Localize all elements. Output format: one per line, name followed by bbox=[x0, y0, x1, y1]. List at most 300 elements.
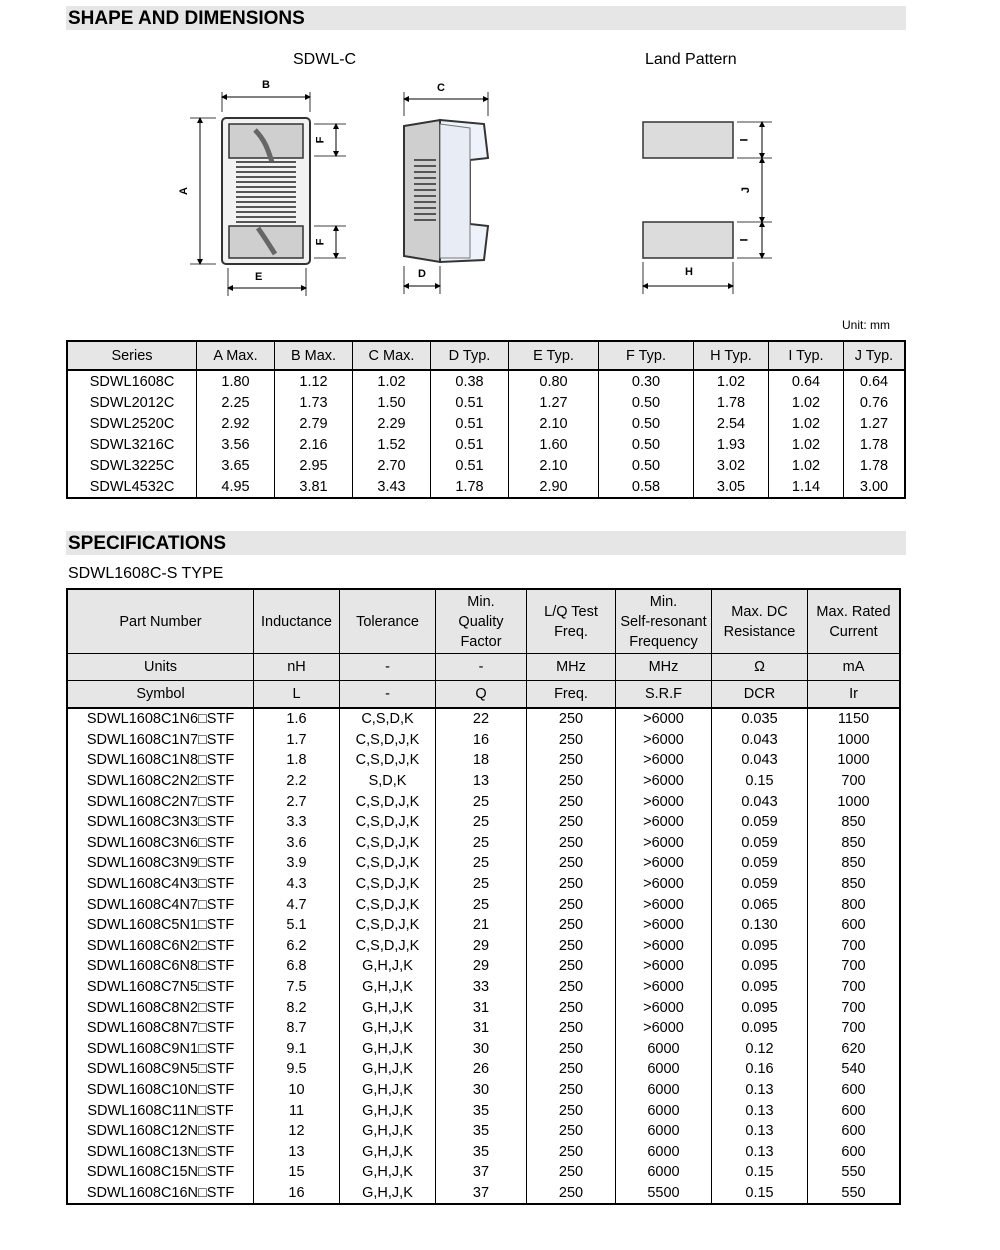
table-row bbox=[67, 1059, 900, 1080]
table-cell: 250 bbox=[527, 1162, 616, 1183]
table-row bbox=[67, 1039, 900, 1060]
table-cell: 0.059 bbox=[712, 812, 808, 833]
table-cell: >6000 bbox=[616, 956, 712, 977]
table-row bbox=[67, 1183, 900, 1205]
table-cell: C,S,D,J,K bbox=[340, 853, 436, 874]
table-cell: 0.50 bbox=[599, 434, 694, 455]
table-cell: SDWL2520C bbox=[67, 413, 197, 434]
table-cell: SDWL1608C8N2□STF bbox=[67, 997, 254, 1018]
table-cell: 0.51 bbox=[431, 434, 509, 455]
table-cell: 0.64 bbox=[769, 370, 844, 392]
table-cell: 250 bbox=[527, 977, 616, 998]
table-cell: 1.52 bbox=[353, 434, 431, 455]
table-cell: 37 bbox=[436, 1183, 527, 1205]
table-cell: 8.2 bbox=[254, 997, 340, 1018]
table-cell: 25 bbox=[436, 874, 527, 895]
table-cell: 6000 bbox=[616, 1059, 712, 1080]
table-cell: 620 bbox=[808, 1039, 901, 1060]
spec-symbol-cell: Symbol bbox=[67, 681, 254, 709]
table-cell: 250 bbox=[527, 874, 616, 895]
dim-label-f-top: F bbox=[314, 136, 327, 144]
table-cell: 600 bbox=[808, 1080, 901, 1101]
spec-header-line: Max. DC bbox=[731, 603, 788, 620]
table-cell: >6000 bbox=[616, 894, 712, 915]
table-cell: 250 bbox=[527, 1121, 616, 1142]
spec-symbol-cell: - bbox=[340, 681, 436, 709]
table-cell: 2.10 bbox=[509, 455, 599, 476]
table-cell: SDWL1608C9N5□STF bbox=[67, 1059, 254, 1080]
table-cell: 250 bbox=[527, 936, 616, 957]
table-cell: 4.3 bbox=[254, 874, 340, 895]
col-h-typ: H Typ. bbox=[694, 341, 769, 370]
table-cell: 1.80 bbox=[197, 370, 275, 392]
table-row bbox=[67, 771, 900, 792]
table-cell: 700 bbox=[808, 936, 901, 957]
table-cell: 6.8 bbox=[254, 956, 340, 977]
table-cell: 1.78 bbox=[844, 434, 906, 455]
spec-symbol-cell: DCR bbox=[712, 681, 808, 709]
table-cell: 0.80 bbox=[509, 370, 599, 392]
table-cell: 10 bbox=[254, 1080, 340, 1101]
table-cell: SDWL1608C6N2□STF bbox=[67, 936, 254, 957]
table-cell: 2.7 bbox=[254, 791, 340, 812]
col-f-typ: F Typ. bbox=[599, 341, 694, 370]
table-cell: 22 bbox=[436, 708, 527, 730]
table-cell: 9.1 bbox=[254, 1039, 340, 1060]
table-cell: 250 bbox=[527, 1018, 616, 1039]
table-cell: G,H,J,K bbox=[340, 1162, 436, 1183]
table-cell: 250 bbox=[527, 791, 616, 812]
table-cell: 250 bbox=[527, 730, 616, 751]
table-cell: 250 bbox=[527, 956, 616, 977]
spec-symbol-cell: L bbox=[254, 681, 340, 709]
table-cell: 3.6 bbox=[254, 833, 340, 854]
spec-header-cell bbox=[712, 589, 808, 654]
spec-header-cell bbox=[808, 589, 901, 654]
table-cell: 12 bbox=[254, 1121, 340, 1142]
table-cell: 0.095 bbox=[712, 1018, 808, 1039]
table-cell: 6.2 bbox=[254, 936, 340, 957]
table-cell: 2.70 bbox=[353, 455, 431, 476]
spec-unit-cell: - bbox=[436, 654, 527, 681]
table-cell: >6000 bbox=[616, 771, 712, 792]
table-cell: G,H,J,K bbox=[340, 956, 436, 977]
table-cell: 6000 bbox=[616, 1039, 712, 1060]
table-cell: 25 bbox=[436, 853, 527, 874]
table-cell: 540 bbox=[808, 1059, 901, 1080]
table-cell: SDWL2012C bbox=[67, 392, 197, 413]
table-cell: 0.30 bbox=[599, 370, 694, 392]
table-row bbox=[67, 1080, 900, 1101]
table-cell: 1.8 bbox=[254, 750, 340, 771]
table-cell: 2.10 bbox=[509, 413, 599, 434]
table-cell: >6000 bbox=[616, 874, 712, 895]
table-cell: 31 bbox=[436, 1018, 527, 1039]
table-cell: 1150 bbox=[808, 708, 901, 730]
spec-header-cell bbox=[340, 589, 436, 654]
specifications-table bbox=[66, 588, 901, 1205]
table-cell: C,S,D,J,K bbox=[340, 730, 436, 751]
col-c-max: C Max. bbox=[353, 341, 431, 370]
table-cell: G,H,J,K bbox=[340, 1039, 436, 1060]
table-cell: 1000 bbox=[808, 730, 901, 751]
table-cell: 35 bbox=[436, 1100, 527, 1121]
table-cell: 1.02 bbox=[769, 434, 844, 455]
spec-header-line: Frequency bbox=[629, 633, 698, 650]
table-cell: 0.13 bbox=[712, 1121, 808, 1142]
table-cell: SDWL1608C5N1□STF bbox=[67, 915, 254, 936]
table-cell: 0.15 bbox=[712, 771, 808, 792]
col-i-typ: I Typ. bbox=[769, 341, 844, 370]
dim-label-j: J bbox=[740, 186, 753, 194]
drawing-title-sdwl: SDWL-C bbox=[293, 51, 357, 68]
table-cell: 250 bbox=[527, 997, 616, 1018]
table-cell: 600 bbox=[808, 1121, 901, 1142]
spec-header-line: L/Q Test bbox=[544, 603, 598, 620]
col-j-typ: J Typ. bbox=[844, 341, 906, 370]
table-cell: 3.81 bbox=[275, 476, 353, 498]
table-cell: 600 bbox=[808, 915, 901, 936]
table-cell: >6000 bbox=[616, 730, 712, 751]
table-cell: 3.3 bbox=[254, 812, 340, 833]
table-cell: 2.79 bbox=[275, 413, 353, 434]
table-row bbox=[67, 434, 905, 455]
table-cell: SDWL1608C bbox=[67, 370, 197, 392]
table-cell: G,H,J,K bbox=[340, 1080, 436, 1101]
table-cell: SDWL1608C1N7□STF bbox=[67, 730, 254, 751]
spec-header-line: Min. bbox=[467, 593, 495, 610]
table-cell: 0.095 bbox=[712, 997, 808, 1018]
table-row bbox=[67, 1141, 900, 1162]
col-b-max: B Max. bbox=[275, 341, 353, 370]
table-cell: >6000 bbox=[616, 936, 712, 957]
table-cell: 850 bbox=[808, 853, 901, 874]
table-cell: SDWL1608C4N7□STF bbox=[67, 894, 254, 915]
table-row bbox=[67, 1018, 900, 1039]
table-cell: 0.50 bbox=[599, 392, 694, 413]
spec-unit-cell: MHz bbox=[527, 654, 616, 681]
table-cell: C,S,D,J,K bbox=[340, 791, 436, 812]
table-cell: 30 bbox=[436, 1039, 527, 1060]
table-cell: 6000 bbox=[616, 1080, 712, 1101]
table-cell: C,S,D,J,K bbox=[340, 915, 436, 936]
table-cell: 5500 bbox=[616, 1183, 712, 1205]
table-cell: 21 bbox=[436, 915, 527, 936]
table-cell: G,H,J,K bbox=[340, 1100, 436, 1121]
table-cell: 250 bbox=[527, 1141, 616, 1162]
table-cell: 25 bbox=[436, 812, 527, 833]
table-cell: 800 bbox=[808, 894, 901, 915]
table-cell: SDWL1608C2N7□STF bbox=[67, 791, 254, 812]
table-row bbox=[67, 874, 900, 895]
table-cell: >6000 bbox=[616, 791, 712, 812]
table-cell: 0.12 bbox=[712, 1039, 808, 1060]
table-cell: 25 bbox=[436, 833, 527, 854]
table-cell: SDWL1608C12N□STF bbox=[67, 1121, 254, 1142]
table-cell: 0.51 bbox=[431, 455, 509, 476]
table-row bbox=[67, 936, 900, 957]
table-cell: 0.58 bbox=[599, 476, 694, 498]
col-d-typ: D Typ. bbox=[431, 341, 509, 370]
table-cell: 7.5 bbox=[254, 977, 340, 998]
spec-header-line: Freq. bbox=[554, 623, 588, 640]
table-cell: SDWL1608C11N□STF bbox=[67, 1100, 254, 1121]
table-cell: SDWL1608C3N9□STF bbox=[67, 853, 254, 874]
table-cell: 250 bbox=[527, 750, 616, 771]
table-row bbox=[67, 730, 900, 751]
table-cell: 3.00 bbox=[844, 476, 906, 498]
table-cell: 1.78 bbox=[694, 392, 769, 413]
table-cell: 0.043 bbox=[712, 750, 808, 771]
table-cell: C,S,D,J,K bbox=[340, 894, 436, 915]
table-cell: 550 bbox=[808, 1183, 901, 1205]
col-a-max: A Max. bbox=[197, 341, 275, 370]
table-cell: >6000 bbox=[616, 915, 712, 936]
table-cell: G,H,J,K bbox=[340, 1059, 436, 1080]
table-cell: SDWL1608C10N□STF bbox=[67, 1080, 254, 1101]
table-cell: 16 bbox=[436, 730, 527, 751]
table-cell: 33 bbox=[436, 977, 527, 998]
table-cell: 3.05 bbox=[694, 476, 769, 498]
table-cell: SDWL1608C4N3□STF bbox=[67, 874, 254, 895]
component-front-view bbox=[190, 92, 346, 296]
table-cell: 5.1 bbox=[254, 915, 340, 936]
table-cell: G,H,J,K bbox=[340, 1183, 436, 1205]
table-cell: SDWL1608C15N□STF bbox=[67, 1162, 254, 1183]
table-cell: 0.035 bbox=[712, 708, 808, 730]
table-cell: G,H,J,K bbox=[340, 1141, 436, 1162]
spec-header-line: Min. bbox=[649, 593, 678, 610]
table-cell: 0.15 bbox=[712, 1183, 808, 1205]
table-cell: C,S,D,J,K bbox=[340, 750, 436, 771]
table-cell: C,S,D,J,K bbox=[340, 812, 436, 833]
table-row bbox=[67, 791, 900, 812]
spec-symbol-cell: Ir bbox=[808, 681, 901, 709]
table-cell: 0.095 bbox=[712, 977, 808, 998]
section-title-shape: SHAPE AND DIMENSIONS bbox=[68, 8, 305, 29]
spec-header-cell bbox=[436, 589, 527, 654]
table-cell: 6000 bbox=[616, 1121, 712, 1142]
table-cell: 0.51 bbox=[431, 413, 509, 434]
table-cell: 1.93 bbox=[694, 434, 769, 455]
table-cell: 700 bbox=[808, 1018, 901, 1039]
table-cell: 9.5 bbox=[254, 1059, 340, 1080]
spec-header-line: Resistance bbox=[723, 623, 796, 640]
table-row bbox=[67, 915, 900, 936]
table-row bbox=[67, 392, 905, 413]
table-cell: 2.54 bbox=[694, 413, 769, 434]
table-cell: 31 bbox=[436, 997, 527, 1018]
table-cell: 2.90 bbox=[509, 476, 599, 498]
table-cell: 1.78 bbox=[431, 476, 509, 498]
table-cell: 2.29 bbox=[353, 413, 431, 434]
table-cell: 850 bbox=[808, 812, 901, 833]
table-cell: 0.043 bbox=[712, 791, 808, 812]
spec-header-line: Part Number bbox=[119, 613, 202, 630]
table-cell: 1.6 bbox=[254, 708, 340, 730]
table-cell: 0.16 bbox=[712, 1059, 808, 1080]
table-cell: 700 bbox=[808, 977, 901, 998]
table-cell: 11 bbox=[254, 1100, 340, 1121]
table-cell: 35 bbox=[436, 1121, 527, 1142]
table-cell: 1.78 bbox=[844, 455, 906, 476]
spec-unit-cell: MHz bbox=[616, 654, 712, 681]
drawing-title-land: Land Pattern bbox=[645, 51, 737, 68]
table-row bbox=[67, 708, 900, 730]
table-cell: 250 bbox=[527, 833, 616, 854]
table-cell: 0.059 bbox=[712, 874, 808, 895]
table-cell: 700 bbox=[808, 956, 901, 977]
unit-note: Unit: mm bbox=[842, 318, 890, 332]
table-cell: SDWL1608C2N2□STF bbox=[67, 771, 254, 792]
table-cell: 700 bbox=[808, 771, 901, 792]
table-cell: 4.95 bbox=[197, 476, 275, 498]
table-cell: 850 bbox=[808, 874, 901, 895]
table-cell: 0.50 bbox=[599, 413, 694, 434]
table-cell: 250 bbox=[527, 771, 616, 792]
table-cell: C,S,D,J,K bbox=[340, 833, 436, 854]
spec-header-line: Current bbox=[829, 623, 878, 640]
table-cell: >6000 bbox=[616, 750, 712, 771]
table-cell: 15 bbox=[254, 1162, 340, 1183]
table-cell: >6000 bbox=[616, 977, 712, 998]
table-cell: SDWL1608C1N6□STF bbox=[67, 708, 254, 730]
spec-header-cell bbox=[527, 589, 616, 654]
spec-header-line: Quality bbox=[458, 613, 504, 630]
table-cell: SDWL1608C6N8□STF bbox=[67, 956, 254, 977]
dim-label-i-bottom: I bbox=[738, 238, 751, 242]
table-cell: 0.065 bbox=[712, 894, 808, 915]
spec-unit-cell: Units bbox=[67, 654, 254, 681]
table-cell: SDWL1608C1N8□STF bbox=[67, 750, 254, 771]
spec-header-cell bbox=[254, 589, 340, 654]
table-cell: 0.043 bbox=[712, 730, 808, 751]
table-cell: 0.130 bbox=[712, 915, 808, 936]
table-cell: 26 bbox=[436, 1059, 527, 1080]
table-cell: 2.16 bbox=[275, 434, 353, 455]
table-cell: 250 bbox=[527, 1100, 616, 1121]
table-cell: 0.095 bbox=[712, 956, 808, 977]
spec-unit-cell: Ω bbox=[712, 654, 808, 681]
table-cell: 1.27 bbox=[509, 392, 599, 413]
table-row bbox=[67, 476, 905, 498]
table-cell: G,H,J,K bbox=[340, 1018, 436, 1039]
table-cell: 3.65 bbox=[197, 455, 275, 476]
table-cell: 3.43 bbox=[353, 476, 431, 498]
table-cell: C,S,D,J,K bbox=[340, 874, 436, 895]
table-cell: 8.7 bbox=[254, 1018, 340, 1039]
spec-symbol-cell: Freq. bbox=[527, 681, 616, 709]
section-title-specs: SPECIFICATIONS bbox=[68, 533, 226, 554]
spec-unit-cell: mA bbox=[808, 654, 901, 681]
table-cell: SDWL1608C3N3□STF bbox=[67, 812, 254, 833]
table-cell: 0.64 bbox=[844, 370, 906, 392]
table-cell: 0.38 bbox=[431, 370, 509, 392]
spec-header-line: Tolerance bbox=[356, 613, 419, 630]
table-cell: 250 bbox=[527, 915, 616, 936]
table-cell: G,H,J,K bbox=[340, 1121, 436, 1142]
table-row bbox=[67, 455, 905, 476]
table-cell: 600 bbox=[808, 1141, 901, 1162]
table-cell: C,S,D,J,K bbox=[340, 936, 436, 957]
table-cell: 1.02 bbox=[694, 370, 769, 392]
table-cell: 16 bbox=[254, 1183, 340, 1205]
table-cell: 550 bbox=[808, 1162, 901, 1183]
table-row bbox=[67, 750, 900, 771]
table-cell: SDWL4532C bbox=[67, 476, 197, 498]
table-cell: 2.92 bbox=[197, 413, 275, 434]
table-cell: 30 bbox=[436, 1080, 527, 1101]
table-cell: SDWL3216C bbox=[67, 434, 197, 455]
dim-label-h: H bbox=[685, 266, 693, 278]
table-cell: 0.059 bbox=[712, 853, 808, 874]
dim-label-i-top: I bbox=[738, 138, 751, 142]
table-cell: >6000 bbox=[616, 708, 712, 730]
table-cell: 250 bbox=[527, 894, 616, 915]
table-cell: 250 bbox=[527, 812, 616, 833]
table-row bbox=[67, 956, 900, 977]
table-cell: 1.27 bbox=[844, 413, 906, 434]
table-cell: 0.76 bbox=[844, 392, 906, 413]
table-cell: 29 bbox=[436, 956, 527, 977]
spec-unit-cell: - bbox=[340, 654, 436, 681]
table-cell: 25 bbox=[436, 791, 527, 812]
table-cell: 0.50 bbox=[599, 455, 694, 476]
table-cell: 0.095 bbox=[712, 936, 808, 957]
table-cell: 29 bbox=[436, 936, 527, 957]
table-cell: 1000 bbox=[808, 791, 901, 812]
table-cell: 18 bbox=[436, 750, 527, 771]
table-cell: >6000 bbox=[616, 997, 712, 1018]
spec-header-line: Self-resonant bbox=[620, 613, 707, 630]
table-cell: SDWL1608C9N1□STF bbox=[67, 1039, 254, 1060]
table-cell: 0.15 bbox=[712, 1162, 808, 1183]
table-cell: G,H,J,K bbox=[340, 977, 436, 998]
table-cell: C,S,D,K bbox=[340, 708, 436, 730]
table-cell: SDWL1608C7N5□STF bbox=[67, 977, 254, 998]
table-row bbox=[67, 812, 900, 833]
table-cell: 3.56 bbox=[197, 434, 275, 455]
table-cell: 1000 bbox=[808, 750, 901, 771]
table-row bbox=[67, 833, 900, 854]
table-cell: 250 bbox=[527, 708, 616, 730]
table-cell: 1.73 bbox=[275, 392, 353, 413]
table-cell: 0.13 bbox=[712, 1080, 808, 1101]
table-cell: 4.7 bbox=[254, 894, 340, 915]
spec-header-line: Inductance bbox=[261, 613, 332, 630]
dimension-drawing bbox=[0, 0, 1000, 310]
table-cell: 0.13 bbox=[712, 1100, 808, 1121]
table-row bbox=[67, 413, 905, 434]
table-cell: 1.7 bbox=[254, 730, 340, 751]
table-cell: 0.51 bbox=[431, 392, 509, 413]
table-row bbox=[67, 1100, 900, 1121]
component-side-view bbox=[404, 92, 488, 294]
table-cell: 250 bbox=[527, 1080, 616, 1101]
table-cell: 1.02 bbox=[769, 455, 844, 476]
table-cell: 0.059 bbox=[712, 833, 808, 854]
table-row bbox=[67, 1162, 900, 1183]
table-cell: 6000 bbox=[616, 1141, 712, 1162]
table-cell: 1.60 bbox=[509, 434, 599, 455]
table-cell: 250 bbox=[527, 1039, 616, 1060]
dim-label-a: A bbox=[177, 187, 190, 195]
spec-header-line: Factor bbox=[460, 633, 502, 650]
table-cell: 250 bbox=[527, 1183, 616, 1205]
table-cell: G,H,J,K bbox=[340, 997, 436, 1018]
table-row bbox=[67, 894, 900, 915]
spec-header-cell bbox=[67, 589, 254, 654]
